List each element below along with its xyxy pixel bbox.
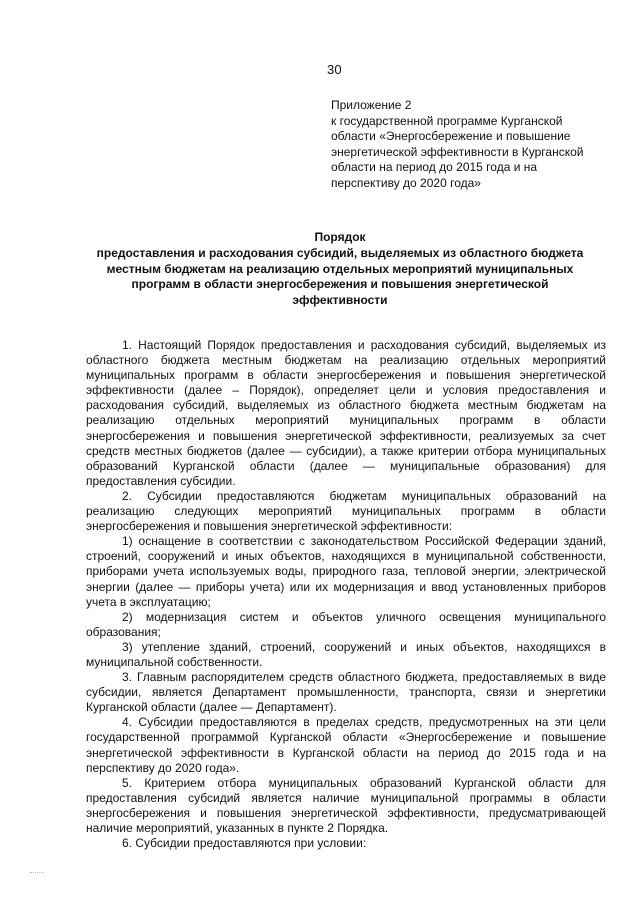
paragraph: 1. Настоящий Порядок предоставления и расходования субсидий, выделяемых из областного бюджета местным бюджетам на реализацию отдельных мероприятий муниципальных программ в области энергосбережения и повышения энергетической эффективности (далее – Порядок), определяет цели и условия предоставления и расходования субсидий, выделяемых из областного бюджета местным бюджетам на реализацию отдельных мероприятий муниципальных программ в области энергосбережения и повышения энергетической эффективности, реализуемых за счет средств местных бюджетов (далее — субсидии), а также критерии отбора муниципальных образований Курганской области (далее — муниципальные образования) для предоставления субсидии. [86,338,606,488]
title-line: местным бюджетам на реализацию отдельных мероприятий муниципальных [106,261,574,276]
paragraph: 5. Критерием отбора муниципальных образований Курганской области для предоставления субсидий является наличие муниципальной программы в области энергосбережения и повышения энергетической эффективности, предусматривающей наличие мероприятий, указанных в пункте 2 Порядка. [86,775,606,835]
paragraph: 1) оснащение в соответствии с законодательством Российской Федерации зданий, строений, сооружений и иных объектов, находящихся в муниципальной собственности, приборами учета используемых воды, природного газа, тепловой энергии, электрической энергии (далее — приборы учета) или их модернизация и ввод установленных приборов учета в эксплуатацию; [86,534,606,609]
appendix-note [331,98,617,192]
appendix-line: области на период до 2015 года и на [331,160,538,175]
appendix-line: энергетической эффективности в Курганской [331,144,584,159]
appendix-line: к государственной программе Курганской [331,113,563,128]
page-number: 30 [327,62,342,77]
scan-artifact [30,872,44,875]
appendix-line: области «Энергосбережение и повышение [331,129,571,144]
document-body [86,338,606,851]
title-line: предоставления и расходования субсидий, выделяемых из областного бюджета [96,245,584,260]
paragraph: 3) утепление зданий, строений, сооружений и иных объектов, находящихся в муниципальной собственности. [86,639,606,669]
paragraph: 2) модернизация систем и объектов уличного освещения муниципального образования; [86,609,606,639]
title-line: Порядок [314,230,366,244]
paragraph: 6. Субсидии предоставляются при условии: [122,836,367,851]
paragraph: 3. Главным распорядителем средств областного бюджета, предоставляемых в виде субсидии, является Департамент промышленности, транспорта, связи и энергетики Курганской области (далее — Департамент). [86,670,606,715]
paragraph: 4. Субсидии предоставляются в пределах средств, предусмотренных на эти цели государственной программой Курганской области «Энергосбережение и повышение энергетической эффективности в Курганской области на период до 2015 года и на перспективу до 2020 года». [86,715,606,775]
title-line: эффективности [292,293,388,308]
title-line: программ в области энергосбережения и повышения энергетической [131,277,549,292]
appendix-line: перспективу до 2020 года» [331,175,481,190]
paragraph: 2. Субсидии предоставляются бюджетам муниципальных образований на реализацию следующих мероприятий муниципальных программ в области энергосбережения и повышения энергетической эффективности: [86,488,606,534]
appendix-line: Приложение 2 [331,98,412,112]
document-title [40,230,640,309]
